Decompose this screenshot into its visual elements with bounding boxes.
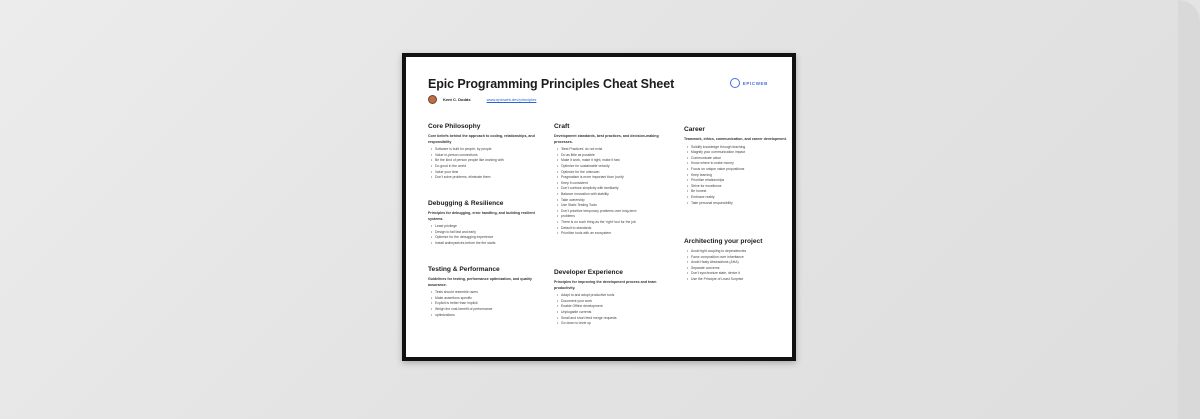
list-item: • Weigh the cost-benefit of performance: [431, 307, 540, 313]
list-item: • Avoid tight coupling to dependencies: [687, 249, 796, 255]
list-item: • Enable Offline development: [557, 304, 666, 310]
section-title: Architecting your project: [684, 238, 763, 245]
principles-link[interactable]: www.epicweb.dev/principles: [486, 97, 537, 102]
section-list: [428, 147, 540, 181]
list-item: • problems: [557, 214, 666, 220]
list-item: • Tests should resemble users: [431, 290, 540, 296]
section-title: Debugging & Resilience: [428, 200, 504, 207]
section-description: Development standards, best practices, and decision-making processes.: [554, 134, 659, 144]
section-description: Principles for debugging, error handling, and building resilient systems.: [428, 211, 535, 221]
section-title: Craft: [554, 123, 570, 130]
list-item: • Keep it consistent: [557, 181, 666, 187]
list-item: • Small and short feed merge requests: [557, 316, 666, 322]
list-item: • Don't solve problems, eliminate them: [431, 175, 540, 181]
section-description: Guidelines for testing, performance optimization, and quality assurance.: [428, 277, 532, 287]
section-list: [554, 147, 666, 237]
section-career: [684, 126, 796, 206]
list-item: • Separate concerns: [687, 266, 796, 272]
section-list: [684, 249, 796, 283]
author-row: [428, 95, 536, 104]
list-item: • Optimize for the debugging experience: [431, 235, 540, 241]
section-architecting: [684, 238, 796, 283]
section-description: Core beliefs behind the approach to coding, relationships, and responsibility: [428, 134, 535, 144]
brand-name: EPICWEB: [742, 80, 768, 86]
section-debugging-resilience: [428, 200, 540, 247]
list-item: • Be the kind of person people like working with: [431, 158, 540, 164]
list-item: • Use Static Testing Tools: [557, 203, 666, 209]
list-item: • Be honest: [687, 189, 796, 195]
brand-logo: [730, 78, 768, 88]
section-list: [428, 290, 540, 318]
list-item: • Don't confuse simplicity with familiarity: [557, 186, 666, 192]
epicweb-logo-icon: [730, 78, 740, 88]
list-item: • Make assertions specific: [431, 296, 540, 302]
list-item: • Keep learning: [687, 173, 796, 179]
list-item: • Avoid Hasty Abstractions (AHA): [687, 260, 796, 266]
list-item: • Prioritize relationships: [687, 178, 796, 184]
list-item: • Do good in the world: [431, 164, 540, 170]
list-item: • Don't prioritize temporary problems over long-term: [557, 209, 666, 215]
list-item: • There is no such thing as the 'right' tool for the job: [557, 220, 666, 226]
section-craft: [554, 123, 666, 237]
list-item: • Embrace reality: [687, 195, 796, 201]
list-item: • Strive for excellence: [687, 184, 796, 190]
section-testing-performance: [428, 266, 540, 318]
list-item: • optimizations: [431, 313, 540, 319]
list-item: • Take personal responsibility: [687, 201, 796, 207]
cheat-sheet-document: [402, 53, 796, 361]
list-item: • Pragmatism is more important than 'purity': [557, 175, 666, 181]
list-item: • Magnify your communication impact: [687, 150, 796, 156]
section-developer-experience: [554, 269, 666, 327]
list-item: • Adapt to and adopt productive tools: [557, 293, 666, 299]
list-item: • Value in-person connections: [431, 153, 540, 159]
section-description: Teamwork, ethics, communication, and career development.: [684, 137, 787, 141]
list-item: • Design to fail fast and early: [431, 230, 540, 236]
section-list: [684, 145, 796, 207]
list-item: • Default to standards: [557, 226, 666, 232]
section-title: Developer Experience: [554, 269, 623, 276]
section-description: Principles for improving the development process and team productivity.: [554, 280, 657, 290]
list-item: • Unplugable currents: [557, 310, 666, 316]
list-item: • Optimize for sustainable velocity: [557, 164, 666, 170]
section-title: Core Philosophy: [428, 123, 481, 130]
section-core-philosophy: [428, 123, 540, 181]
list-item: • Install antimyselves before the fire starts: [431, 241, 540, 247]
list-item: • Do as little as possible: [557, 153, 666, 159]
list-item: • Make it work, make it right, make it fast: [557, 158, 666, 164]
section-list: [428, 224, 540, 246]
list-item: • Know where to make money: [687, 161, 796, 167]
list-item: • Software is built for people, by people: [431, 147, 540, 153]
author-avatar: [428, 95, 437, 104]
list-item: • Use the Principle of Least Surprise: [687, 277, 796, 283]
list-item: • Favor composition over inheritance: [687, 255, 796, 261]
section-title: Career: [684, 126, 705, 133]
list-item: • Solidify knowledge through teaching: [687, 145, 796, 151]
list-item: • 'Best Practices' do not exist: [557, 147, 666, 153]
list-item: • Optimize for the unknown: [557, 170, 666, 176]
author-name: Kent C. Dodds: [443, 97, 471, 102]
list-item: • Focus on unique value propositions: [687, 167, 796, 173]
list-item: • Don't synchronize state, derive it: [687, 271, 796, 277]
list-item: • Value your time: [431, 170, 540, 176]
list-item: • Least privilege: [431, 224, 540, 230]
list-item: • Communicate value: [687, 156, 796, 162]
section-list: [554, 293, 666, 327]
list-item: • Go down to level up: [557, 321, 666, 327]
list-item: • Explicit is better than implicit: [431, 301, 540, 307]
list-item: • Balance innovation with stability: [557, 192, 666, 198]
document-title: Epic Programming Principles Cheat Sheet: [428, 77, 675, 91]
list-item: • Document your work: [557, 299, 666, 305]
list-item: • Prioritize tools with an ecosystem: [557, 231, 666, 237]
list-item: • Take ownership: [557, 198, 666, 204]
section-title: Testing & Performance: [428, 266, 500, 273]
